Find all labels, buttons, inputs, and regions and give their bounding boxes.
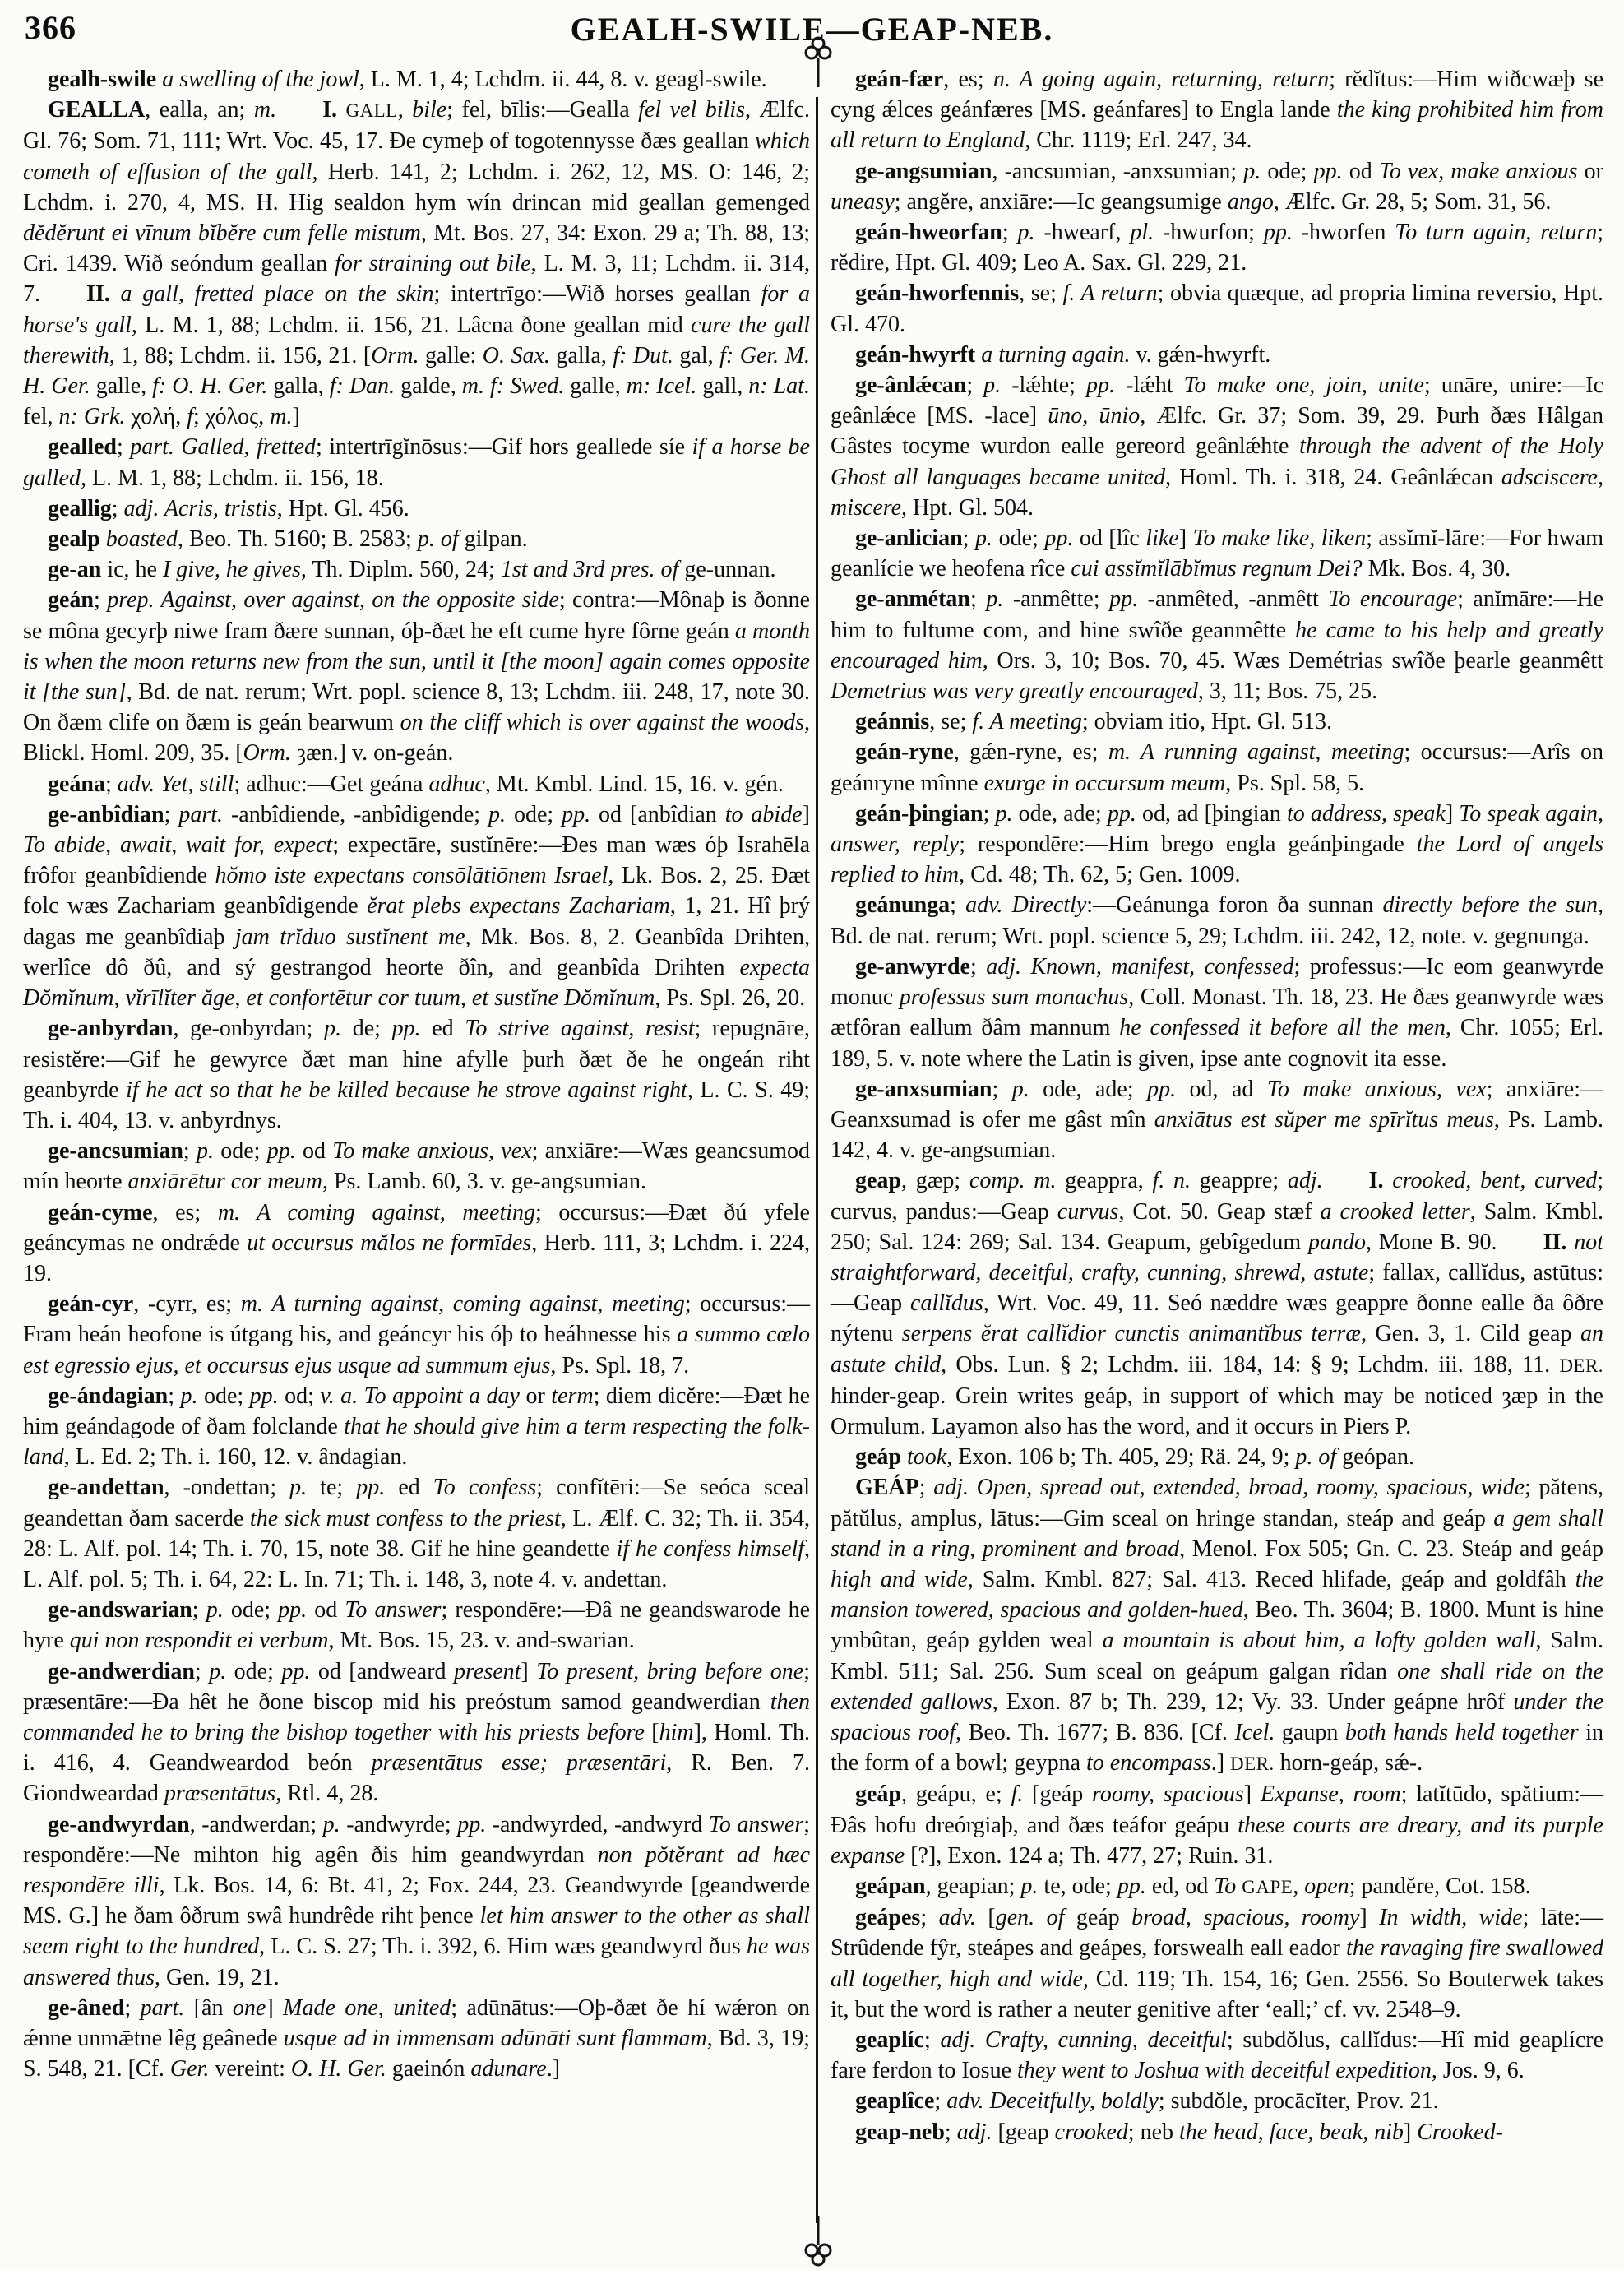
page-number: 366 (25, 9, 76, 46)
dictionary-entry: geallig; adj. Acris, tristis, Hpt. Gl. 456. (48, 495, 409, 521)
dictionary-entry: ge-andwyrdan, -andwerdan; p. -andwyrde; pp. -andwyrded, -andwyrd To answer; respondĕre:—Ne mihton hig agên ðis him geandwyrdan non pŏtĕrant ad hæc respondēre illi, Lk. Bos. 14, 6: Bt. 41, 2; Fox. 244, 23. Geandwyrde [geandwerde MS. G.] he ðam ôðrum swâ hundrêde riht þence let him answer to the other as shall seem right to the hundred, L. C. S. 27; Th. i. 392, 6. Him wæs geandwyrd ðus he was answered thus, Gen. 19, 21. (23, 1811, 811, 1990)
column-divider (816, 97, 818, 2223)
dictionary-entry: ge-andwerdian; p. ode; pp. od [andweard present] To present, bring before one; præsentāre:—Ða hêt he ðone biscop mid his preóstum samod geandwerdian then commanded he to bring the bishop together with his priests before [him], Homl. Th. i. 416, 4. Geandweardod beón præsentātus esse; præsentāri, R. Ben. 7. Giondweardad præsentātus, Rtl. 4, 28. (23, 1658, 811, 1807)
dictionary-entry: ge-anmétan; p. -anmêtte; pp. -anmêted, -anmêtt To encourage; anĭmāre:—He him to fultume com, and hine swîðe geanmêtte he came to his help and greatly encouraged him, Ors. 3, 10; Bos. 70, 45. Wæs Demétrias swîðe þearle geanmêtt Demetrius was very greatly encouraged, 3, 11; Bos. 75, 25. (831, 586, 1603, 705)
dictionary-entry: gealp boasted, Beo. Th. 5160; B. 2583; p. of gilpan. (48, 526, 528, 553)
dictionary-entry: geánunga; adv. Directly:—Geánunga foron ða sunnan directly before the sun, Bd. de nat. rerum; Wrt. popl. science 5, 29; Lchdm. iii. 242, 12, note. v. gegnunga. (831, 892, 1603, 949)
dictionary-entry: geán; prep. Against, over against, on the opposite side; contra:—Mônaþ is ðonne se môna gecyrþ niwe fram ðære sunnan, óþ-ðæt he eft cume hyre fôrne geán a month is when the moon returns new from the sun, until it [the moon] again comes opposite it [the sun], Bd. de nat. rerum; Wrt. popl. science 8, 13; Lchdm. iii. 248, 17, note 30. On ðæm clife on ðæm is geán bearwum on the cliff which is over against the woods, Blickl. Homl. 209, 35. [Orm. ȝæn.] v. on-geán. (23, 587, 811, 767)
dictionary-entry: geána; adv. Yet, still; adhuc:—Get geána adhuc, Mt. Kmbl. Lind. 15, 16. v. gén. (48, 771, 784, 797)
dictionary-entry: ge-andettan, -ondettan; p. te; pp. ed To confess; confĭtēri:—Se seóca sceal geandettan ðam sacerde the sick must confess to the priest, L. Ælf. C. 32; Th. ii. 354, 28: L. Alf. pol. 14; Th. i. 70, 15, note 38. Gif he hine geandette if he confess himself, L. Alf. pol. 5; Th. i. 64, 22: L. In. 71; Th. i. 148, 3, note 4. v. andettan. (23, 1475, 810, 1592)
dictionary-entry: GEÁP; adj. Open, spread out, extended, broad, roomy, spacious, wide; pătens, pătŭlus, amplus, lātus:—Gim sceal on hringe standan, steáp and geáp a gem shall stand in a ring, prominent and broad, Menol. Fox 505; Gn. C. 23. Steáp and geáp high and wide, Salm. Kmbl. 827; Sal. 413. Reced hlifade, geáp and goldfâh the mansion towered, spacious and golden-hued, Beo. Th. 3604; B. 1800. Munt is hine ymbûtan, geáp gylden weal a mountain is about him, a lofty golden wall, Salm. Kmbl. 511; Sal. 256. Sum sceal on geápum galgan rîdan one shall ride on the extended gallows, Exon. 87 b; Th. 239, 12; Vy. 33. Under geápne hrôf under the spacious roof, Beo. Th. 1677; B. 836. [Cf. Icel. gaupn both hands held together in the form of a bowl; geypna to encompass.] DER. horn-geáp, sǽ-. (831, 1475, 1604, 1777)
dictionary-entry: geán-cyme, es; m. A coming against, meeting; occursus:—Ðæt ðú yfele geáncymas ne ondrǽde ut occursus mălos ne formīdes, Herb. 111, 3; Lchdm. i. 224, 19. (23, 1199, 810, 1286)
dictionary-entry: geánnis, se; f. A meeting; obviam itio, Hpt. Gl. 513. (855, 709, 1332, 735)
dictionary-entry: geán-þingian; p. ode, ade; pp. od, ad [þingian to address, speak] To speak again, answer, reply; respondēre:—Him brego engla geánþingade the Lord of angels replied to him, Cd. 48; Th. 62, 5; Gen. 1009. (831, 800, 1604, 888)
left-column (23, 64, 810, 2084)
dictionary-entry: ge-ándagian; p. ode; pp. od; v. a. To appoint a day or term; diem dicĕre:—Ðæt he him geándagode of ðam folclande that he should give him a term respecting the folk-land, L. Ed. 2; Th. i. 160, 12. v. ândagian. (23, 1383, 811, 1471)
dictionary-entry: ge-an ic, he I give, he gives, Th. Diplm. 560, 24; 1st and 3rd pres. of ge-unnan. (48, 557, 776, 583)
dictionary-entry: geápes; adv. [gen. of geáp broad, spacious, roomy] In width, wide; lāte:—Strûdende fŷr, steápes and geápes, forswealh eall eador the ravaging fire swallowed all together, high and wide, Cd. 119; Th. 154, 16; Gen. 2556. So Bouterwek takes it, but the word is rather a neuter genitive after ‘eall;’ cf. vv. 2548–9. (831, 1905, 1604, 2022)
dictionary-entry: ge-anbyrdan, ge-onbyrdan; p. de; pp. ed To strive against, resist; repugnāre, resistĕre:—Gif he gewyrce ðæt man hine afylle þurh ðæt ðe he ongeán riht geanbyrde if he act so that he be killed because he strove against right, L. C. S. 49; Th. i. 404, 13. v. anbyrdnys. (23, 1016, 810, 1133)
dictionary-entry: ge-anlician; p. ode; pp. od [lîc like] To make like, liken; assĭmĭ-lāre:—For hwam geanlície we heofena rîce cui assĭmĭlābĭmus regnum Dei? Mk. Bos. 4, 30. (831, 526, 1604, 582)
dictionary-entry: geaplíc; adj. Crafty, cunning, deceitful; subdŏlus, callĭdus:—Hî mid geaplícre fare ferdon to Iosue they went to Joshua with deceitful expedition, Jos. 9, 6. (831, 2027, 1604, 2084)
dictionary-entry: geaplîce; adv. Deceitfully, boldly; subdŏle, procācĭter, Prov. 21. (855, 2088, 1439, 2115)
dictionary-entry: ge-anxsumian; p. ode, ade; pp. od, ad To make anxious, vex; anxiāre:—Geanxsumad is ofer me gâst mîn anxiātus est sŭper me spīrĭtus meus, Ps. Lamb. 142, 4. v. ge-angsumian. (831, 1076, 1604, 1164)
right-column (831, 64, 1603, 2147)
dictionary-entry: gealled; part. Galled, fretted; intertrīgĭnōsus:—Gif hors geallede síe if a horse be galled, L. M. 1, 88; Lchdm. ii. 156, 18. (23, 434, 810, 491)
dictionary-entry: ge-andswarian; p. ode; pp. od To answer; respondēre:—Ðâ ne geandswarode he hyre qui non respondit ei verbum, Mt. Bos. 15, 23. v. and-swarian. (23, 1597, 810, 1654)
dictionary-entry: ge-anbîdian; part. -anbîdiende, -anbîdigende; p. ode; pp. od [anbîdian to abide] To abide, await, wait for, expect; expectāre, sustĭnēre:—Ðes man wæs óþ Israhēla frôfor geanbîdiende hŏmo iste expectans consōlātiōnem Israel, Lk. Bos. 2, 25. Ðæt folc wæs Zachariam geanbîdigende ĕrat plebs expectans Zachariam, 1, 21. Hî þrý dagas me geanbîdiaþ jam trĭduo sustĭnent me, Mk. Bos. 8, 2. Geanbîda Drihten, werlîce dô ðû, and sý gestrangod heorte ðîn, and geanbîda Drihten expecta Dŏmĭnum, vĭrīlĭter ăge, et confortētur cor tuum, et sustĭne Dŏmĭnum, Ps. Spl. 26, 20. (23, 801, 811, 1012)
dictionary-entry: ge-âned; part. [ân one] Made one, united; adūnātus:—Oþ-ðæt ðe hí wǽron on ǽnne unmǣtne lêg geânede usque ad in immensam adūnāti sunt flammam, Bd. 3, 19; S. 548, 21. [Cf. Ger. vereint: O. H. Ger. gaeinón adunare.] (23, 1994, 810, 2082)
printer-mark-bottom-icon (802, 2216, 835, 2267)
page-title: GEALH-SWILE—GEAP-NEB. (570, 11, 1054, 48)
dictionary-entry: geap, gæp; comp. m. geappra, f. n. geappre; adj. I. crooked, bent, curved; curvus, pandus:—Geap curvus, Cot. 50. Geap stæf a crooked letter, Salm. Kmbl. 250; Sal. 124: 269; Sal. 134. Geapum, gebîgedum pando, Mone B. 90. II. not straightforward, deceitful, crafty, cunning, shrewd, astute; fallax, callĭdus, astūtus:—Geap callĭdus, Wrt. Voc. 49, 11. Seó næddre wæs geappre ðonne ealle ða ôðre nýtenu serpens ĕrat callĭdior cunctis animantĭbus terræ, Gen. 3, 1. Cild geap an astute child, Obs. Lun. § 2; Lchdm. iii. 184, 14: § 9; Lchdm. iii. 188, 11. DER. hinder-geap. Grein writes geáp, in support of which may be noticed ȝæp in the Ormulum. Layamon also has the word, and it occurs in Piers P. (831, 1168, 1604, 1439)
dictionary-entry: geápan, geapian; p. te, ode; pp. ed, od To GAPE, open; pandĕre, Cot. 158. (855, 1873, 1531, 1899)
dictionary-entry: geán-fær, es; n. A going again, returning, return; rĕdĭtus:—Him wiðcwæþ se cyng ǽlces geánfæres [MS. geánfares] to Engla lande the king prohibited him from all return to England, Chr. 1119; Erl. 247, 34. (831, 67, 1603, 154)
dictionary-entry: ge-anwyrde; adj. Known, manifest, confessed; professus:—Ic eom geanwyrde monuc professus sum monachus, Coll. Monast. Th. 18, 23. He ðæs geanwyrde wæs ætfôran eallum ðâm mannum he confessed it before all the men, Chr. 1055; Erl. 189, 5. v. note where the Latin is given, ipse ante cognovit ita esse. (831, 953, 1603, 1072)
dictionary-entry: geáp took, Exon. 106 b; Th. 405, 29; Rä. 24, 9; p. of geópan. (855, 1444, 1415, 1471)
dictionary-entry: geán-cyr, -cyrr, es; m. A turning against, coming against, meeting; occursus:—Fram heán heofone is útgang his, and geáncyr his óþ to heáhnesse his a summo cœlo est egressio ejus, et occursus ejus usque ad summum ejus, Ps. Spl. 18, 7. (23, 1291, 810, 1378)
dictionary-entry: geán-hwyrft a turning again. v. gǽn-hwyrft. (855, 341, 1271, 368)
dictionary-entry: ge-ânlǽcan; p. -lǽhte; pp. -lǽht To make one, join, unite; unāre, unire:—Ic geânlǽce [MS. -lace] ūno, ūnio, Ælfc. Gr. 37; Som. 39, 29. Þurh ðæs Hâlgan Gâstes tocyme wurdon ealle gereord geânlǽhte through the advent of the Holy Ghost all languages became united, Homl. Th. i. 318, 24. Geânlǽcan adsciscere, miscere, Hpt. Gl. 504. (831, 373, 1604, 521)
dictionary-entry: geán-hworfennis, se; f. A return; obvia quæque, ad propria limina reversio, Hpt. Gl. 470. (831, 280, 1603, 337)
dictionary-entry: geán-hweorfan; p. -hwearf, pl. -hwurfon; pp. -hworfen To turn again, return; rĕdire, Hpt. Gl. 409; Leo A. Sax. Gl. 229, 21. (831, 220, 1603, 276)
dictionary-entry: geán-ryne, gǽn-ryne, es; m. A running against, meeting; occursus:—Arîs on geánryne mînne exurge in occursum meum, Ps. Spl. 58, 5. (831, 739, 1604, 796)
dictionary-entry: ge-angsumian, -ancsumian, -anxsumian; p. ode; pp. od To vex, make anxious or uneasy; angĕre, anxiāre:—Ic geangsumige ango, Ælfc. Gr. 28, 5; Som. 31, 56. (831, 158, 1603, 215)
dictionary-entry: geap-neb; adj. [geap crooked; neb the head, face, beak, nib] Crooked- (855, 2119, 1503, 2145)
dictionary-entry: geáp, geápu, e; f. [geáp roomy, spacious] Expanse, room; latĭtūdo, spătium:—Ðâs hofu dreórgiaþ, and ðæs teáfor geápu these courts are dreary, and its purple expanse [?], Exon. 124 a; Th. 477, 27; Ruin. 31. (831, 1781, 1603, 1869)
dictionary-entry: GEALLA, ealla, an; m. I. GALL, bile; fel, bīlis:—Gealla fel vel bilis, Ælfc. Gl. 76; Som. 71, 111; Wrt. Voc. 45, 17. Ðe cymeþ of togotennysse ðæs geallan which cometh of effusion of the gall, Herb. 141, 2; Lchdm. i. 262, 12, MS. O: 146, 2; Lchdm. i. 270, 4, MS. H. Hig sealdon hym wín drincan mid geallan gemenged dĕdĕrunt ei vīnum bĭbĕre cum felle mistum, Mt. Bos. 27, 34: Exon. 29 a; Th. 88, 13; Cri. 1439. Wið seóndum geallan for straining out bile, L. M. 3, 11; Lchdm. ii. 314, 7. II. a gall, fretted place on the skin; intertrīgo:—Wið horses geallan for a horse's gall, L. M. 1, 88; Lchdm. ii. 156, 21. Lâcna ðone geallan mid cure the gall therewith, 1, 88; Lchdm. ii. 156, 21. [Orm. galle: O. Sax. galla, f: Dut. gal, f: Ger. M. H. Ger. galle, f: O. H. Ger. galla, f: Dan. galde, m. f: Swed. galle, m: Icel. gall, n: Lat. fel, n: Grk. χολή, f; χόλος, m.] (23, 97, 811, 430)
dictionary-entry: gealh-swile a swelling of the jowl, L. M. 1, 4; Lchdm. ii. 44, 8. v. geagl-swile. (48, 67, 767, 92)
dictionary-entry: ge-ancsumian; p. ode; pp. od To make anxious, vex; anxiāre:—Wæs geancsumod mín heorte anxiārētur cor meum, Ps. Lamb. 60, 3. v. ge-angsumian. (23, 1138, 811, 1195)
